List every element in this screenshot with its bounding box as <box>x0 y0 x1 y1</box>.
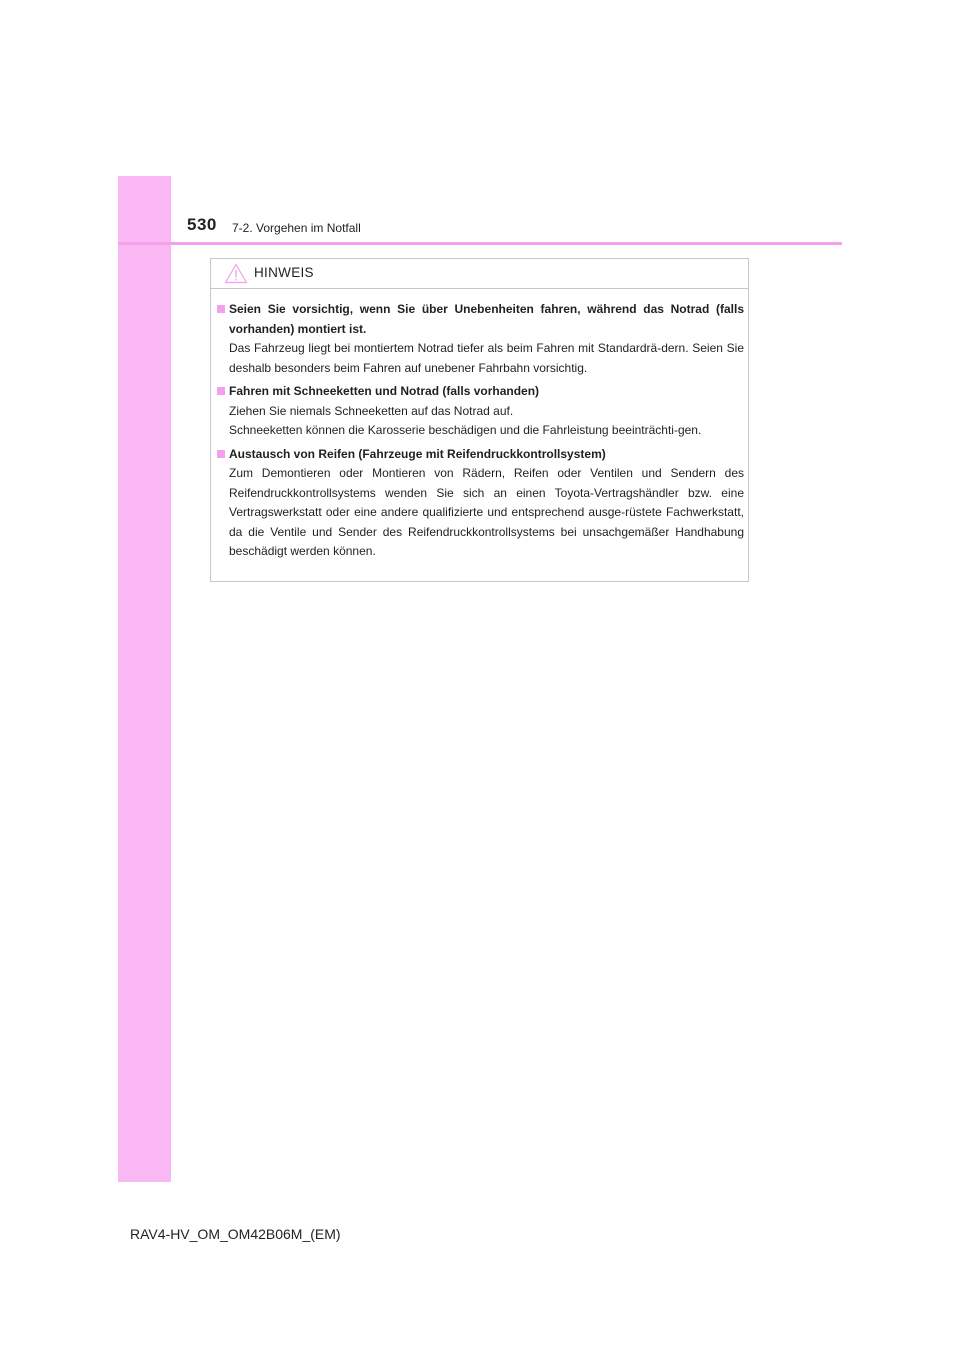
notice-item <box>217 300 744 378</box>
section-title: 7-2. Vorgehen im Notfall <box>232 221 361 235</box>
page-number: 530 <box>187 215 217 234</box>
notice-item-text: Ziehen Sie niemals Schneeketten auf das Notrad auf. <box>229 403 514 418</box>
notice-label: HINWEIS <box>254 265 314 280</box>
header-rule <box>118 242 842 245</box>
notice-header <box>211 259 748 289</box>
notice-item-title <box>217 382 744 402</box>
square-bullet-icon <box>217 450 225 458</box>
warning-triangle-icon <box>224 263 248 289</box>
notice-item-text: Schneeketten können die Karosserie beschädigen und die Fahrleistung beeinträchti-gen. <box>229 423 702 437</box>
notice-body <box>217 300 744 566</box>
square-bullet-icon <box>217 305 225 313</box>
square-bullet-icon <box>217 387 225 395</box>
notice-item-title <box>217 300 744 339</box>
notice-item-text: Zum Demontieren oder Montieren von Rädern, Reifen oder Ventilen und Sendern des Reifendruckkontrollsystems wenden Sie sich an einen Toyota-Vertragshändler bzw. eine Vertragswerkstatt oder eine andere qualifizierte und entsprechend ausge-rüstete Fachwerkstatt, da die Ventile und Sender des Reifendruckkontrollsystems bei unsachgemäßer Handhabung beschädigt werden können. <box>229 466 744 558</box>
page-sidebar-tab <box>118 176 171 1182</box>
notice-item <box>217 445 744 562</box>
notice-item-title <box>217 445 744 465</box>
notice-item-text: Das Fahrzeug liegt bei montiertem Notrad tiefer als beim Fahren mit Standardrä-dern. Seien Sie deshalb besonders beim Fahren auf unebener Fahrbahn vorsichtig. <box>229 341 744 375</box>
notice-item-title-text: Austausch von Reifen (Fahrzeuge mit Reifendruckkontrollsystem) <box>229 446 606 461</box>
notice-item <box>217 382 744 441</box>
notice-item-title-text: Seien Sie vorsichtig, wenn Sie über Unebenheiten fahren, während das Notrad (falls vorhanden) montiert ist. <box>229 302 744 336</box>
notice-box <box>210 258 749 582</box>
notice-item-title-text: Fahren mit Schneeketten und Notrad (falls vorhanden) <box>229 384 540 398</box>
document-code: RAV4-HV_OM_OM42B06M_(EM) <box>130 1226 341 1242</box>
